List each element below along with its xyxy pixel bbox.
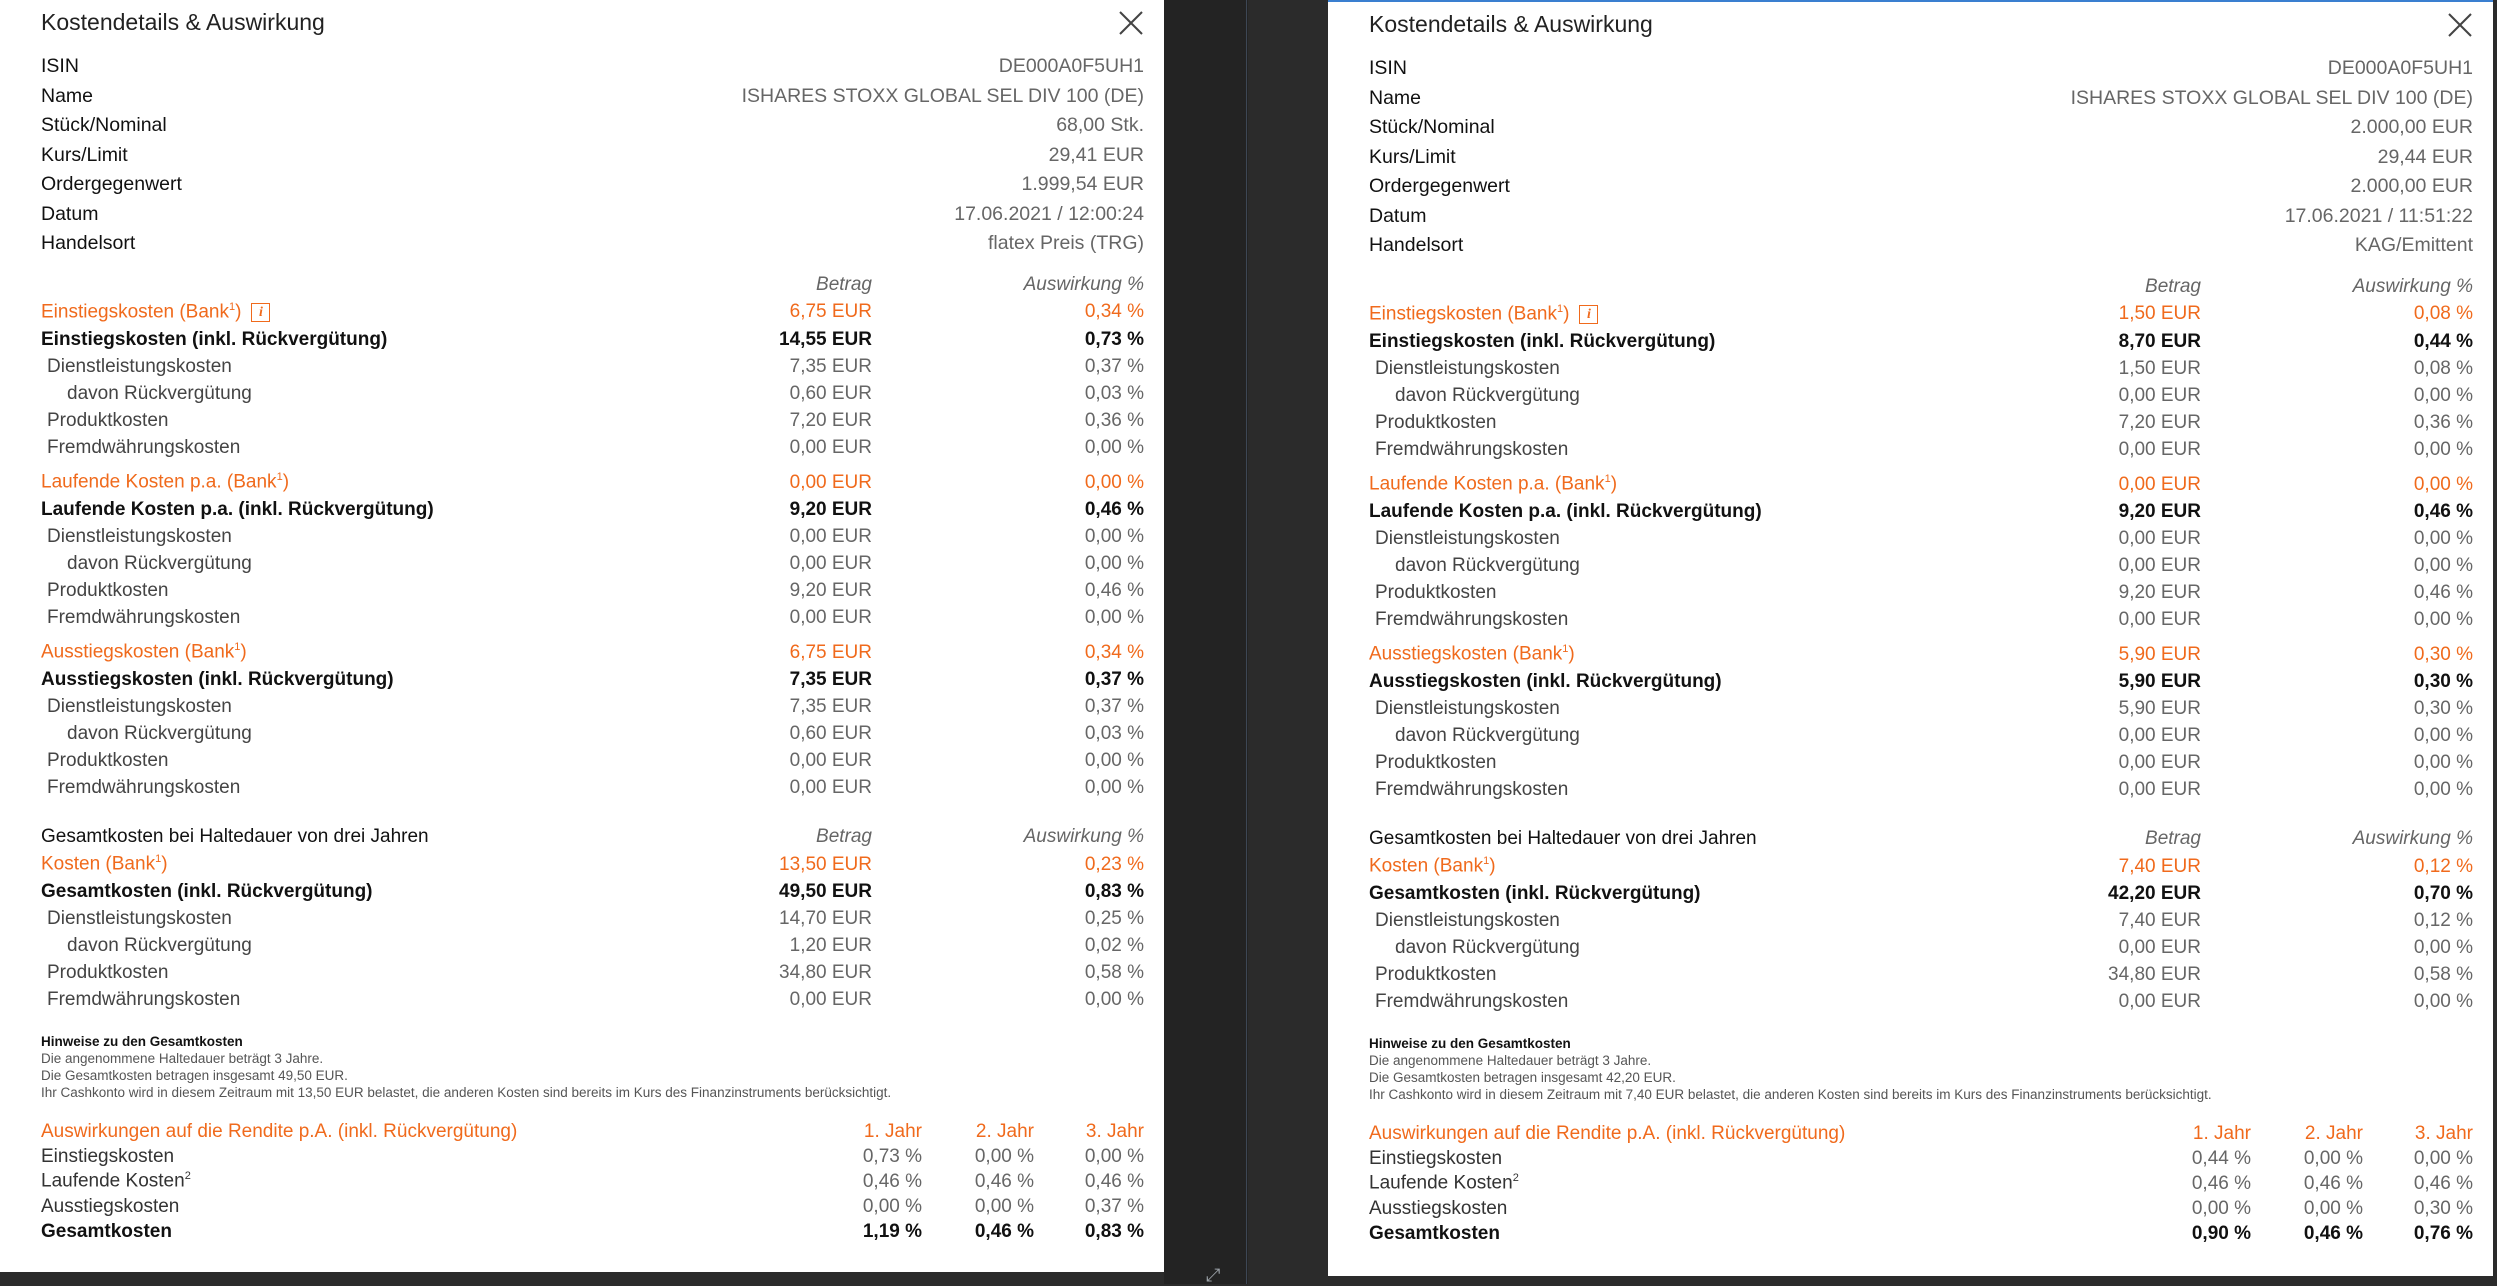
impact-row-running: Laufende Kosten$^2$ 0,46 % 0,46 % 0,46 % <box>41 1170 1144 1192</box>
info-row-quantity: Stück/Nominal 2.000,00 EUR <box>1369 116 2473 138</box>
exit-service-row: Dienstleistungskosten 5,90 EUR 0,30 % <box>1375 697 2473 719</box>
window-gap <box>1164 0 1248 1284</box>
impact-row-total: Gesamtkosten 1,19 % 0,46 % 0,83 % <box>41 1220 1144 1242</box>
panel-title: Kostendetails & Auswirkung <box>1369 11 1653 37</box>
running-incl-row: Laufende Kosten p.a. (inkl. Rückvergütung) 9,20 EUR 0,46 % <box>41 498 1144 520</box>
info-row-price: Kurs/Limit 29,44 EUR <box>1369 145 2473 168</box>
running-service-row: Dienstleistungskosten 0,00 EUR 0,00 % <box>47 525 1144 547</box>
total-fx-row: Fremdwährungskosten 0,00 EUR 0,00 % <box>1375 990 2473 1012</box>
running-bank-row: Laufende Kosten p.a. (Bank$^1$) 0,00 EUR 0,00 % <box>1369 473 2473 495</box>
entry-rebate-row: davon Rückvergütung 0,00 EUR 0,00 % <box>1395 384 2473 406</box>
total-cost-notes: Hinweise zu den Gesamtkosten Die angenommene Haltedauer beträgt 3 Jahre. Die Gesamtkosten betragen insgesamt 42,20 EUR. Ihr Cashkonto wird in diesem Zeitraum mit 7,40 EUR belastet, die anderen Kosten sind bereits im Kurs des Finanzinstruments berücksichtigt. <box>1369 1036 2212 1102</box>
info-row-date: Datum 17.06.2021 / 12:00:24 <box>41 202 1144 225</box>
resize-handle-icon[interactable]: ⤢ <box>1206 1265 1221 1285</box>
window-divider <box>1246 0 1247 1284</box>
impact-row-entry: Einstiegskosten 0,73 % 0,00 % 0,00 % <box>41 1145 1144 1167</box>
impact-row-entry: Einstiegskosten 0,44 % 0,00 % 0,00 % <box>1369 1147 2473 1169</box>
return-impact-table <box>1369 1121 2473 1246</box>
exit-incl-row: Ausstiegskosten (inkl. Rückvergütung) 5,90 EUR 0,30 % <box>1369 670 2473 692</box>
return-impact-table <box>41 1119 1144 1244</box>
impact-row-total: Gesamtkosten 0,90 % 0,46 % 0,76 % <box>1369 1222 2473 1244</box>
entry-bank-row: Einstiegskosten (Bank$^1$) i 1,50 EUR 0,08 % <box>1369 302 2473 325</box>
total-bank-row: Kosten (Bank$^1$) 7,40 EUR 0,12 % <box>1369 855 2473 877</box>
info-row-venue: Handelsort KAG/Emittent <box>1369 234 2473 256</box>
exit-bank-row: Ausstiegskosten (Bank$^1$) 6,75 EUR 0,34 % <box>41 641 1144 663</box>
total-cost-notes: Hinweise zu den Gesamtkosten Die angenommene Haltedauer beträgt 3 Jahre. Die Gesamtkosten betragen insgesamt 49,50 EUR. Ihr Cashkonto wird in diesem Zeitraum mit 13,50 EUR belastet, die anderen Kosten sind bereits im Kurs des Finanzinstruments berücksichtigt. <box>41 1034 892 1100</box>
total-service-row: Dienstleistungskosten 14,70 EUR 0,25 % <box>47 907 1144 929</box>
impact-header: Auswirkungen auf die Rendite p.A. (inkl. Rückvergütung) 1. Jahr 2. Jahr 3. Jahr <box>41 1120 1144 1142</box>
impact-row-running: Laufende Kosten$^2$ 0,46 % 0,46 % 0,46 % <box>1369 1172 2473 1194</box>
running-incl-row: Laufende Kosten p.a. (inkl. Rückvergütung) 9,20 EUR 0,46 % <box>1369 500 2473 522</box>
exit-product-row: Produktkosten 0,00 EUR 0,00 % <box>47 749 1144 771</box>
cost-table <box>41 272 1144 1244</box>
info-row-quantity: Stück/Nominal 68,00 Stk. <box>41 114 1144 136</box>
total-incl-row: Gesamtkosten (inkl. Rückvergütung) 49,50 EUR 0,83 % <box>41 880 1144 902</box>
impact-row-exit: Ausstiegskosten 0,00 % 0,00 % 0,37 % <box>41 1195 1144 1217</box>
entry-incl-row: Einstiegskosten (inkl. Rückvergütung) 8,70 EUR 0,44 % <box>1369 330 2473 352</box>
total-fx-row: Fremdwährungskosten 0,00 EUR 0,00 % <box>47 988 1144 1010</box>
total-product-row: Produktkosten 34,80 EUR 0,58 % <box>47 961 1144 983</box>
order-info <box>41 52 1144 259</box>
exit-fx-row: Fremdwährungskosten 0,00 EUR 0,00 % <box>47 776 1144 798</box>
exit-rebate-row: davon Rückvergütung 0,60 EUR 0,03 % <box>67 722 1144 744</box>
cost-table <box>1369 274 2473 1246</box>
entry-service-row: Dienstleistungskosten 1,50 EUR 0,08 % <box>1375 357 2473 379</box>
running-fx-row: Fremdwährungskosten 0,00 EUR 0,00 % <box>47 606 1144 628</box>
exit-bank-row: Ausstiegskosten (Bank$^1$) 5,90 EUR 0,30 % <box>1369 643 2473 665</box>
info-icon[interactable]: i <box>251 303 270 322</box>
panel-title: Kostendetails & Auswirkung <box>41 9 325 35</box>
running-fx-row: Fremdwährungskosten 0,00 EUR 0,00 % <box>1375 608 2473 630</box>
close-icon[interactable] <box>1116 8 1146 38</box>
total-header-row: Gesamtkosten bei Haltedauer von drei Jahren Betrag Auswirkung % <box>1369 828 2473 849</box>
info-row-order-value: Ordergegenwert 2.000,00 EUR <box>1369 175 2473 197</box>
entry-rebate-row: davon Rückvergütung 0,60 EUR 0,03 % <box>67 382 1144 404</box>
info-row-name: Name ISHARES STOXX GLOBAL SEL DIV 100 (DE) <box>1369 86 2473 109</box>
info-row-price: Kurs/Limit 29,41 EUR <box>41 143 1144 166</box>
entry-product-row: Produktkosten 7,20 EUR 0,36 % <box>47 409 1144 431</box>
total-incl-row: Gesamtkosten (inkl. Rückvergütung) 42,20 EUR 0,70 % <box>1369 882 2473 904</box>
running-product-row: Produktkosten 9,20 EUR 0,46 % <box>1375 581 2473 603</box>
column-header: Betrag Auswirkung % <box>2145 276 2473 297</box>
info-row-isin: ISIN DE000A0F5UH1 <box>41 55 1144 77</box>
entry-service-row: Dienstleistungskosten 7,35 EUR 0,37 % <box>47 355 1144 377</box>
running-service-row: Dienstleistungskosten 0,00 EUR 0,00 % <box>1375 527 2473 549</box>
entry-fx-row: Fremdwährungskosten 0,00 EUR 0,00 % <box>47 436 1144 458</box>
total-product-row: Produktkosten 34,80 EUR 0,58 % <box>1375 963 2473 985</box>
info-icon[interactable]: i <box>1579 305 1598 324</box>
exit-rebate-row: davon Rückvergütung 0,00 EUR 0,00 % <box>1395 724 2473 746</box>
cost-details-panel-right <box>1328 0 2493 1276</box>
entry-bank-row: Einstiegskosten (Bank$^1$) i 6,75 EUR 0,34 % <box>41 300 1144 323</box>
running-bank-row: Laufende Kosten p.a. (Bank$^1$) 0,00 EUR 0,00 % <box>41 471 1144 493</box>
info-row-isin: ISIN DE000A0F5UH1 <box>1369 57 2473 79</box>
running-rebate-row: davon Rückvergütung 0,00 EUR 0,00 % <box>67 552 1144 574</box>
running-rebate-row: davon Rückvergütung 0,00 EUR 0,00 % <box>1395 554 2473 576</box>
cost-details-panel-left <box>0 0 1164 1272</box>
exit-service-row: Dienstleistungskosten 7,35 EUR 0,37 % <box>47 695 1144 717</box>
running-product-row: Produktkosten 9,20 EUR 0,46 % <box>47 579 1144 601</box>
info-row-name: Name ISHARES STOXX GLOBAL SEL DIV 100 (DE) <box>41 84 1144 107</box>
impact-header: Auswirkungen auf die Rendite p.A. (inkl. Rückvergütung) 1. Jahr 2. Jahr 3. Jahr <box>1369 1122 2473 1144</box>
total-rebate-row: davon Rückvergütung 0,00 EUR 0,00 % <box>1395 936 2473 958</box>
close-icon[interactable] <box>2445 10 2475 40</box>
info-row-venue: Handelsort flatex Preis (TRG) <box>41 232 1144 254</box>
total-rebate-row: davon Rückvergütung 1,20 EUR 0,02 % <box>67 934 1144 956</box>
order-info <box>1369 54 2473 261</box>
total-service-row: Dienstleistungskosten 7,40 EUR 0,12 % <box>1375 909 2473 931</box>
exit-product-row: Produktkosten 0,00 EUR 0,00 % <box>1375 751 2473 773</box>
column-header: Betrag Auswirkung % <box>816 274 1144 295</box>
total-bank-row: Kosten (Bank$^1$) 13,50 EUR 0,23 % <box>41 853 1144 875</box>
info-row-date: Datum 17.06.2021 / 11:51:22 <box>1369 204 2473 227</box>
entry-incl-row: Einstiegskosten (inkl. Rückvergütung) 14,55 EUR 0,73 % <box>41 328 1144 350</box>
entry-product-row: Produktkosten 7,20 EUR 0,36 % <box>1375 411 2473 433</box>
impact-row-exit: Ausstiegskosten 0,00 % 0,00 % 0,30 % <box>1369 1197 2473 1219</box>
exit-incl-row: Ausstiegskosten (inkl. Rückvergütung) 7,35 EUR 0,37 % <box>41 668 1144 690</box>
total-header-row: Gesamtkosten bei Haltedauer von drei Jahren Betrag Auswirkung % <box>41 826 1144 847</box>
exit-fx-row: Fremdwährungskosten 0,00 EUR 0,00 % <box>1375 778 2473 800</box>
entry-fx-row: Fremdwährungskosten 0,00 EUR 0,00 % <box>1375 438 2473 460</box>
info-row-order-value: Ordergegenwert 1.999,54 EUR <box>41 173 1144 195</box>
